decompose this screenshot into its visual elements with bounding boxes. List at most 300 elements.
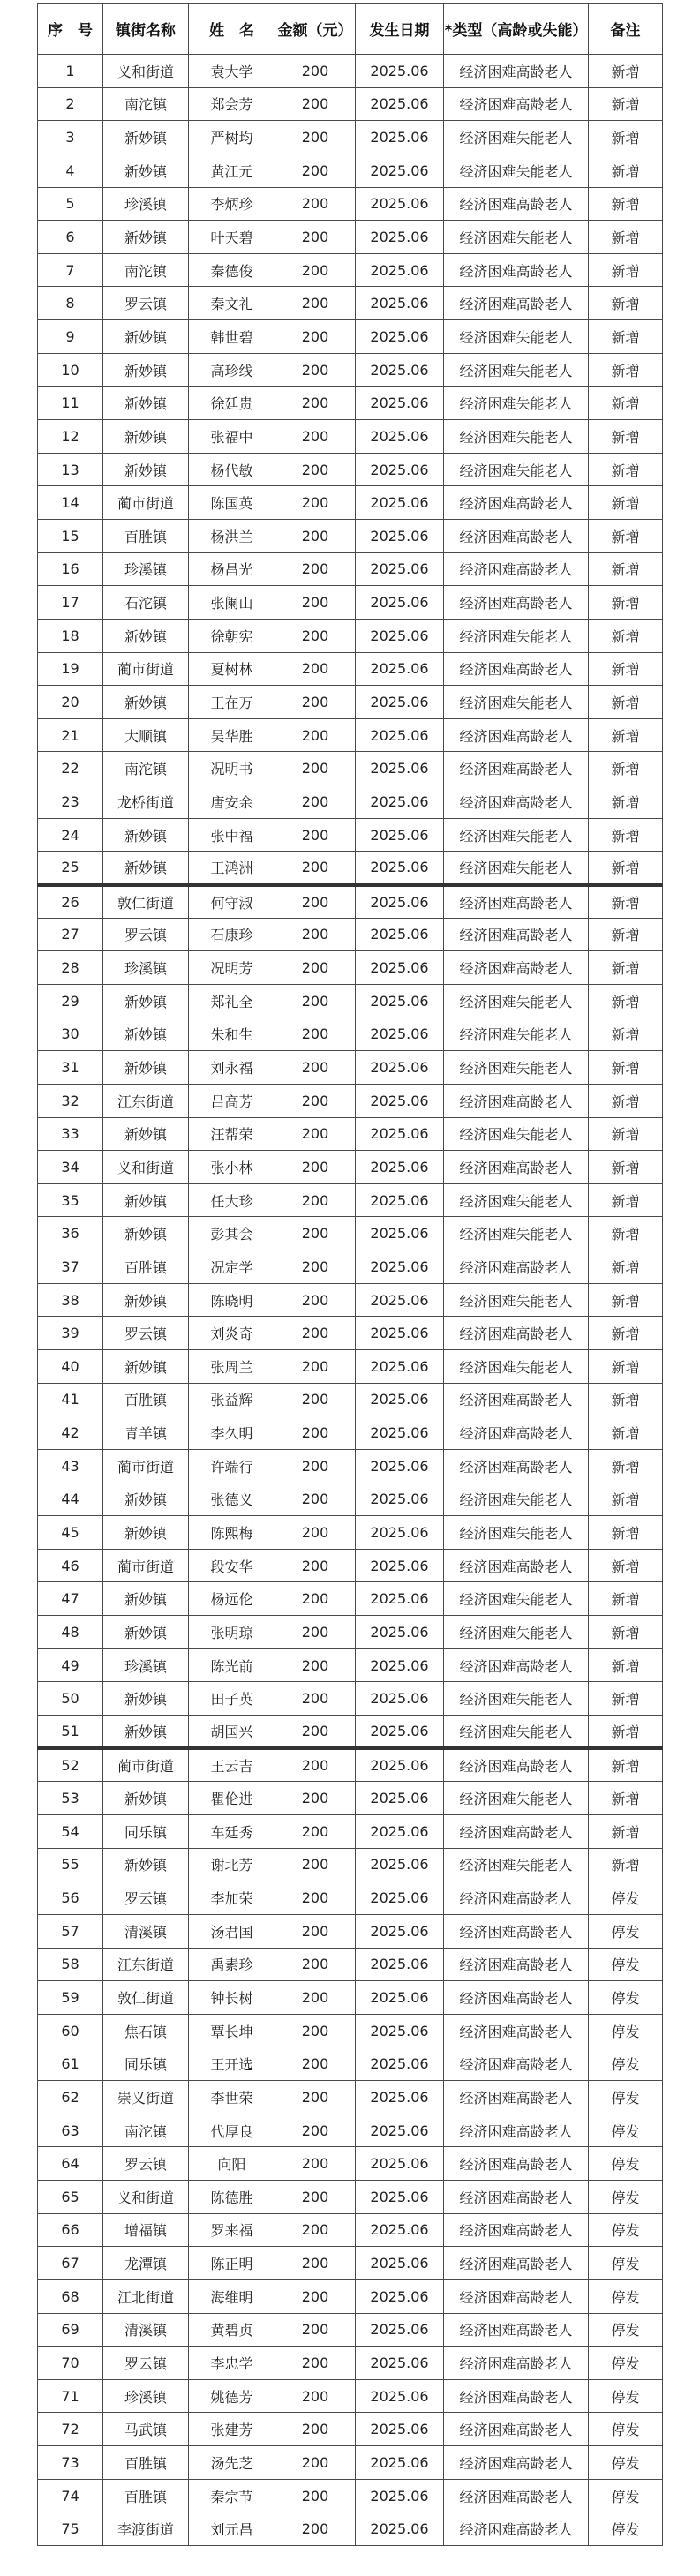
cell-type: 经济困难高龄老人 xyxy=(444,1151,589,1184)
cell-amount: 200 xyxy=(275,1814,356,1848)
cell-amount: 200 xyxy=(275,1682,356,1716)
cell-seq: 32 xyxy=(38,1084,103,1117)
cell-date: 2025.06 xyxy=(356,420,444,454)
cell-amount: 200 xyxy=(275,253,356,287)
cell-seq: 1 xyxy=(38,55,103,88)
cell-town: 李渡街道 xyxy=(103,2512,189,2546)
table-body xyxy=(38,55,663,2546)
cell-note: 新增 xyxy=(589,552,663,586)
cell-amount: 200 xyxy=(275,1981,356,2015)
cell-town: 新妙镇 xyxy=(103,453,189,486)
cell-note: 停发 xyxy=(589,2014,663,2047)
cell-type: 经济困难高龄老人 xyxy=(444,2413,589,2446)
cell-date: 2025.06 xyxy=(356,486,444,520)
cell-date: 2025.06 xyxy=(356,1449,444,1483)
cell-town: 百胜镇 xyxy=(103,1250,189,1284)
cell-name: 汤君国 xyxy=(189,1914,275,1948)
header-name: 姓 名 xyxy=(189,4,275,55)
cell-seq: 14 xyxy=(38,486,103,520)
cell-amount: 200 xyxy=(275,121,356,154)
table-row xyxy=(38,619,663,652)
cell-amount: 200 xyxy=(275,2413,356,2446)
cell-seq: 23 xyxy=(38,785,103,819)
table-row xyxy=(38,1084,663,1117)
table-row xyxy=(38,1682,663,1716)
cell-town: 南沱镇 xyxy=(103,253,189,287)
cell-type: 经济困难失能老人 xyxy=(444,1716,589,1749)
cell-seq: 10 xyxy=(38,353,103,387)
cell-town: 蔺市街道 xyxy=(103,1748,189,1782)
cell-note: 新增 xyxy=(589,1782,663,1815)
cell-amount: 200 xyxy=(275,1848,356,1881)
cell-type: 经济困难高龄老人 xyxy=(444,2313,589,2347)
cell-seq: 61 xyxy=(38,2047,103,2081)
cell-amount: 200 xyxy=(275,951,356,985)
cell-name: 吴华胜 xyxy=(189,718,275,752)
cell-seq: 31 xyxy=(38,1051,103,1085)
cell-date: 2025.06 xyxy=(356,1250,444,1284)
cell-type: 经济困难失能老人 xyxy=(444,686,589,719)
cell-town: 同乐镇 xyxy=(103,2047,189,2081)
cell-amount: 200 xyxy=(275,1151,356,1184)
cell-amount: 200 xyxy=(275,2313,356,2347)
cell-town: 蔺市街道 xyxy=(103,652,189,686)
cell-name: 刘元昌 xyxy=(189,2512,275,2546)
cell-type: 经济困难高龄老人 xyxy=(444,2114,589,2147)
table-header xyxy=(38,4,663,55)
table-row xyxy=(38,420,663,454)
cell-note: 新增 xyxy=(589,1516,663,1550)
cell-town: 新妙镇 xyxy=(103,1483,189,1516)
cell-town: 新妙镇 xyxy=(103,818,189,852)
cell-town: 增福镇 xyxy=(103,2213,189,2247)
cell-amount: 200 xyxy=(275,1051,356,1085)
cell-note: 新增 xyxy=(589,1217,663,1250)
cell-amount: 200 xyxy=(275,486,356,520)
cell-amount: 200 xyxy=(275,2347,356,2380)
cell-date: 2025.06 xyxy=(356,1217,444,1250)
cell-note: 新增 xyxy=(589,519,663,552)
cell-name: 王云吉 xyxy=(189,1748,275,1782)
cell-amount: 200 xyxy=(275,552,356,586)
cell-type: 经济困难高龄老人 xyxy=(444,1250,589,1284)
cell-note: 新增 xyxy=(589,619,663,652)
cell-name: 禹素珍 xyxy=(189,1948,275,1981)
cell-town: 罗云镇 xyxy=(103,2147,189,2181)
cell-name: 田子英 xyxy=(189,1682,275,1716)
cell-town: 青羊镇 xyxy=(103,1416,189,1450)
cell-note: 新增 xyxy=(589,1814,663,1848)
cell-type: 经济困难失能老人 xyxy=(444,121,589,154)
cell-name: 何守淑 xyxy=(189,885,275,919)
cell-name: 张中福 xyxy=(189,818,275,852)
cell-note: 新增 xyxy=(589,1748,663,1782)
cell-note: 停发 xyxy=(589,1981,663,2015)
cell-note: 新增 xyxy=(589,1483,663,1516)
cell-town: 新妙镇 xyxy=(103,1283,189,1317)
cell-town: 罗云镇 xyxy=(103,1317,189,1350)
cell-seq: 66 xyxy=(38,2213,103,2247)
cell-amount: 200 xyxy=(275,187,356,221)
cell-name: 李加荣 xyxy=(189,1881,275,1915)
cell-town: 南沱镇 xyxy=(103,87,189,121)
cell-note: 新增 xyxy=(589,652,663,686)
cell-town: 敦仁街道 xyxy=(103,885,189,919)
cell-date: 2025.06 xyxy=(356,2479,444,2512)
cell-town: 新妙镇 xyxy=(103,1183,189,1217)
cell-date: 2025.06 xyxy=(356,1051,444,1085)
cell-town: 新妙镇 xyxy=(103,1051,189,1085)
cell-date: 2025.06 xyxy=(356,1283,444,1317)
cell-date: 2025.06 xyxy=(356,2114,444,2147)
table-row xyxy=(38,2247,663,2280)
table-row xyxy=(38,1516,663,1550)
table-row xyxy=(38,453,663,486)
cell-seq: 51 xyxy=(38,1716,103,1749)
cell-date: 2025.06 xyxy=(356,586,444,620)
cell-note: 新增 xyxy=(589,1682,663,1716)
cell-seq: 12 xyxy=(38,420,103,454)
cell-note: 新增 xyxy=(589,1648,663,1682)
table-row xyxy=(38,984,663,1018)
cell-town: 马武镇 xyxy=(103,2413,189,2446)
cell-note: 新增 xyxy=(589,1084,663,1117)
cell-amount: 200 xyxy=(275,1183,356,1217)
cell-town: 新妙镇 xyxy=(103,320,189,354)
cell-name: 代厚良 xyxy=(189,2114,275,2147)
cell-town: 新妙镇 xyxy=(103,1117,189,1151)
cell-seq: 34 xyxy=(38,1151,103,1184)
cell-note: 新增 xyxy=(589,1616,663,1649)
table-row xyxy=(38,1981,663,2015)
cell-town: 罗云镇 xyxy=(103,2347,189,2380)
cell-amount: 200 xyxy=(275,1716,356,1749)
header-type: *类型（高龄或失能） xyxy=(444,4,589,55)
cell-date: 2025.06 xyxy=(356,1516,444,1550)
cell-note: 新增 xyxy=(589,253,663,287)
cell-seq: 54 xyxy=(38,1814,103,1848)
table-row xyxy=(38,2114,663,2147)
cell-seq: 21 xyxy=(38,718,103,752)
cell-seq: 19 xyxy=(38,652,103,686)
cell-name: 瞿伦进 xyxy=(189,1782,275,1815)
cell-type: 经济困难高龄老人 xyxy=(444,253,589,287)
cell-date: 2025.06 xyxy=(356,1748,444,1782)
cell-date: 2025.06 xyxy=(356,1549,444,1582)
table-row xyxy=(38,1483,663,1516)
header-note: 备注 xyxy=(589,4,663,55)
table-row xyxy=(38,287,663,320)
cell-note: 新增 xyxy=(589,1151,663,1184)
cell-type: 经济困难高龄老人 xyxy=(444,287,589,320)
table-row xyxy=(38,2413,663,2446)
cell-date: 2025.06 xyxy=(356,2147,444,2181)
table-row xyxy=(38,1317,663,1350)
cell-town: 蔺市街道 xyxy=(103,486,189,520)
cell-amount: 200 xyxy=(275,1283,356,1317)
cell-date: 2025.06 xyxy=(356,1183,444,1217)
cell-seq: 49 xyxy=(38,1648,103,1682)
cell-seq: 43 xyxy=(38,1449,103,1483)
cell-name: 吕高芳 xyxy=(189,1084,275,1117)
cell-seq: 40 xyxy=(38,1349,103,1383)
cell-date: 2025.06 xyxy=(356,287,444,320)
cell-amount: 200 xyxy=(275,1217,356,1250)
table-row xyxy=(38,2147,663,2181)
table-row xyxy=(38,2347,663,2380)
cell-town: 新妙镇 xyxy=(103,1217,189,1250)
cell-amount: 200 xyxy=(275,752,356,785)
cell-date: 2025.06 xyxy=(356,951,444,985)
cell-amount: 200 xyxy=(275,1483,356,1516)
cell-type: 经济困难高龄老人 xyxy=(444,87,589,121)
cell-type: 经济困难高龄老人 xyxy=(444,2347,589,2380)
cell-name: 高珍线 xyxy=(189,353,275,387)
cell-town: 龙桥街道 xyxy=(103,785,189,819)
cell-date: 2025.06 xyxy=(356,2379,444,2413)
cell-type: 经济困难高龄老人 xyxy=(444,1981,589,2015)
cell-town: 新妙镇 xyxy=(103,1716,189,1749)
cell-town: 新妙镇 xyxy=(103,1516,189,1550)
cell-amount: 200 xyxy=(275,1250,356,1284)
cell-seq: 29 xyxy=(38,984,103,1018)
cell-name: 秦德俊 xyxy=(189,253,275,287)
cell-amount: 200 xyxy=(275,519,356,552)
cell-date: 2025.06 xyxy=(356,121,444,154)
cell-name: 段安华 xyxy=(189,1549,275,1582)
cell-town: 义和街道 xyxy=(103,55,189,88)
table-row xyxy=(38,1782,663,1815)
cell-amount: 200 xyxy=(275,2047,356,2081)
cell-type: 经济困难失能老人 xyxy=(444,984,589,1018)
cell-type: 经济困难高龄老人 xyxy=(444,1814,589,1848)
cell-date: 2025.06 xyxy=(356,2446,444,2480)
cell-note: 新增 xyxy=(589,1449,663,1483)
cell-name: 姚德芳 xyxy=(189,2379,275,2413)
cell-name: 张益辉 xyxy=(189,1383,275,1416)
cell-name: 黄江元 xyxy=(189,154,275,187)
cell-seq: 46 xyxy=(38,1549,103,1582)
cell-note: 新增 xyxy=(589,1317,663,1350)
cell-seq: 62 xyxy=(38,2081,103,2114)
cell-name: 徐朝宪 xyxy=(189,619,275,652)
cell-amount: 200 xyxy=(275,1383,356,1416)
cell-type: 经济困难高龄老人 xyxy=(444,2081,589,2114)
table-row xyxy=(38,2512,663,2546)
cell-seq: 41 xyxy=(38,1383,103,1416)
cell-type: 经济困难高龄老人 xyxy=(444,918,589,951)
cell-seq: 48 xyxy=(38,1616,103,1649)
cell-date: 2025.06 xyxy=(356,619,444,652)
cell-date: 2025.06 xyxy=(356,87,444,121)
cell-name: 任大珍 xyxy=(189,1183,275,1217)
table-row xyxy=(38,2081,663,2114)
table-row xyxy=(38,1948,663,1981)
cell-amount: 200 xyxy=(275,686,356,719)
cell-date: 2025.06 xyxy=(356,1317,444,1350)
cell-name: 叶天碧 xyxy=(189,221,275,254)
cell-type: 经济困难失能老人 xyxy=(444,420,589,454)
cell-amount: 200 xyxy=(275,1648,356,1682)
cell-note: 新增 xyxy=(589,586,663,620)
cell-note: 新增 xyxy=(589,1250,663,1284)
cell-note: 新增 xyxy=(589,852,663,885)
cell-type: 经济困难高龄老人 xyxy=(444,2014,589,2047)
cell-name: 张明琼 xyxy=(189,1616,275,1649)
cell-type: 经济困难高龄老人 xyxy=(444,1881,589,1915)
cell-note: 停发 xyxy=(589,2446,663,2480)
cell-town: 百胜镇 xyxy=(103,519,189,552)
cell-town: 敦仁街道 xyxy=(103,1981,189,2015)
cell-town: 新妙镇 xyxy=(103,1682,189,1716)
cell-town: 百胜镇 xyxy=(103,1383,189,1416)
cell-town: 新妙镇 xyxy=(103,852,189,885)
cell-date: 2025.06 xyxy=(356,1383,444,1416)
cell-town: 蔺市街道 xyxy=(103,1449,189,1483)
cell-town: 珍溪镇 xyxy=(103,552,189,586)
cell-amount: 200 xyxy=(275,885,356,919)
cell-date: 2025.06 xyxy=(356,1648,444,1682)
cell-note: 新增 xyxy=(589,818,663,852)
cell-amount: 200 xyxy=(275,2213,356,2247)
cell-name: 杨洪兰 xyxy=(189,519,275,552)
cell-date: 2025.06 xyxy=(356,2081,444,2114)
cell-type: 经济困难失能老人 xyxy=(444,154,589,187)
cell-town: 新妙镇 xyxy=(103,984,189,1018)
cell-name: 陈晓明 xyxy=(189,1283,275,1317)
cell-type: 经济困难高龄老人 xyxy=(444,1948,589,1981)
cell-town: 珍溪镇 xyxy=(103,2379,189,2413)
cell-town: 新妙镇 xyxy=(103,221,189,254)
cell-town: 新妙镇 xyxy=(103,1848,189,1881)
cell-note: 新增 xyxy=(589,453,663,486)
table-row xyxy=(38,87,663,121)
cell-name: 刘永福 xyxy=(189,1051,275,1085)
header-seq: 序 号 xyxy=(38,4,103,55)
cell-seq: 72 xyxy=(38,2413,103,2446)
cell-amount: 200 xyxy=(275,2379,356,2413)
cell-type: 经济困难高龄老人 xyxy=(444,2147,589,2181)
cell-town: 罗云镇 xyxy=(103,287,189,320)
cell-seq: 53 xyxy=(38,1782,103,1815)
cell-date: 2025.06 xyxy=(356,187,444,221)
cell-town: 百胜镇 xyxy=(103,2446,189,2480)
cell-amount: 200 xyxy=(275,852,356,885)
cell-type: 经济困难高龄老人 xyxy=(444,552,589,586)
cell-type: 经济困难高龄老人 xyxy=(444,2213,589,2247)
cell-town: 新妙镇 xyxy=(103,1349,189,1383)
cell-town: 蔺市街道 xyxy=(103,1549,189,1582)
table-row xyxy=(38,1914,663,1948)
cell-date: 2025.06 xyxy=(356,353,444,387)
cell-type: 经济困难高龄老人 xyxy=(444,1648,589,1682)
cell-name: 袁大学 xyxy=(189,55,275,88)
header-amount: 金额（元） xyxy=(275,4,356,55)
cell-amount: 200 xyxy=(275,718,356,752)
table-row xyxy=(38,1117,663,1151)
table-row xyxy=(38,785,663,819)
cell-date: 2025.06 xyxy=(356,686,444,719)
table-row xyxy=(38,818,663,852)
cell-type: 经济困难高龄老人 xyxy=(444,652,589,686)
cell-note: 新增 xyxy=(589,918,663,951)
cell-date: 2025.06 xyxy=(356,453,444,486)
cell-note: 新增 xyxy=(589,718,663,752)
cell-note: 新增 xyxy=(589,785,663,819)
cell-name: 覃长坤 xyxy=(189,2014,275,2047)
table-row xyxy=(38,1051,663,1085)
cell-amount: 200 xyxy=(275,619,356,652)
cell-town: 罗云镇 xyxy=(103,1881,189,1915)
table-row xyxy=(38,1283,663,1317)
cell-name: 许端行 xyxy=(189,1449,275,1483)
cell-town: 新妙镇 xyxy=(103,420,189,454)
cell-date: 2025.06 xyxy=(356,1416,444,1450)
cell-seq: 7 xyxy=(38,253,103,287)
cell-date: 2025.06 xyxy=(356,1018,444,1051)
cell-date: 2025.06 xyxy=(356,253,444,287)
cell-note: 新增 xyxy=(589,1283,663,1317)
cell-town: 新妙镇 xyxy=(103,686,189,719)
cell-type: 经济困难失能老人 xyxy=(444,1283,589,1317)
cell-date: 2025.06 xyxy=(356,1814,444,1848)
cell-note: 新增 xyxy=(589,885,663,919)
cell-name: 朱和生 xyxy=(189,1018,275,1051)
cell-amount: 200 xyxy=(275,2147,356,2181)
cell-date: 2025.06 xyxy=(356,1616,444,1649)
cell-type: 经济困难失能老人 xyxy=(444,619,589,652)
cell-type: 经济困难高龄老人 xyxy=(444,486,589,520)
table-row xyxy=(38,686,663,719)
cell-town: 新妙镇 xyxy=(103,1582,189,1616)
table-row xyxy=(38,187,663,221)
table-row xyxy=(38,752,663,785)
cell-amount: 200 xyxy=(275,785,356,819)
cell-type: 经济困难高龄老人 xyxy=(444,2247,589,2280)
cell-amount: 200 xyxy=(275,1616,356,1649)
cell-amount: 200 xyxy=(275,1748,356,1782)
cell-type: 经济困难失能老人 xyxy=(444,320,589,354)
cell-name: 陈熙梅 xyxy=(189,1516,275,1550)
table-row xyxy=(38,1716,663,1749)
cell-date: 2025.06 xyxy=(356,918,444,951)
cell-name: 罗来福 xyxy=(189,2213,275,2247)
cell-note: 停发 xyxy=(589,2181,663,2214)
cell-seq: 37 xyxy=(38,1250,103,1284)
cell-name: 李炳珍 xyxy=(189,187,275,221)
cell-town: 南沱镇 xyxy=(103,2114,189,2147)
cell-amount: 200 xyxy=(275,1914,356,1948)
cell-name: 张周兰 xyxy=(189,1349,275,1383)
cell-town: 新妙镇 xyxy=(103,1018,189,1051)
cell-type: 经济困难失能老人 xyxy=(444,1217,589,1250)
cell-name: 王鸿洲 xyxy=(189,852,275,885)
table-row xyxy=(38,2047,663,2081)
cell-note: 新增 xyxy=(589,1383,663,1416)
cell-amount: 200 xyxy=(275,1881,356,1915)
cell-amount: 200 xyxy=(275,1516,356,1550)
table-row xyxy=(38,885,663,919)
table-row xyxy=(38,1250,663,1284)
cell-name: 陈德胜 xyxy=(189,2181,275,2214)
cell-seq: 56 xyxy=(38,1881,103,1915)
cell-name: 李久明 xyxy=(189,1416,275,1450)
cell-seq: 11 xyxy=(38,387,103,420)
cell-amount: 200 xyxy=(275,2114,356,2147)
cell-name: 徐廷贵 xyxy=(189,387,275,420)
cell-note: 停发 xyxy=(589,2379,663,2413)
cell-date: 2025.06 xyxy=(356,2213,444,2247)
